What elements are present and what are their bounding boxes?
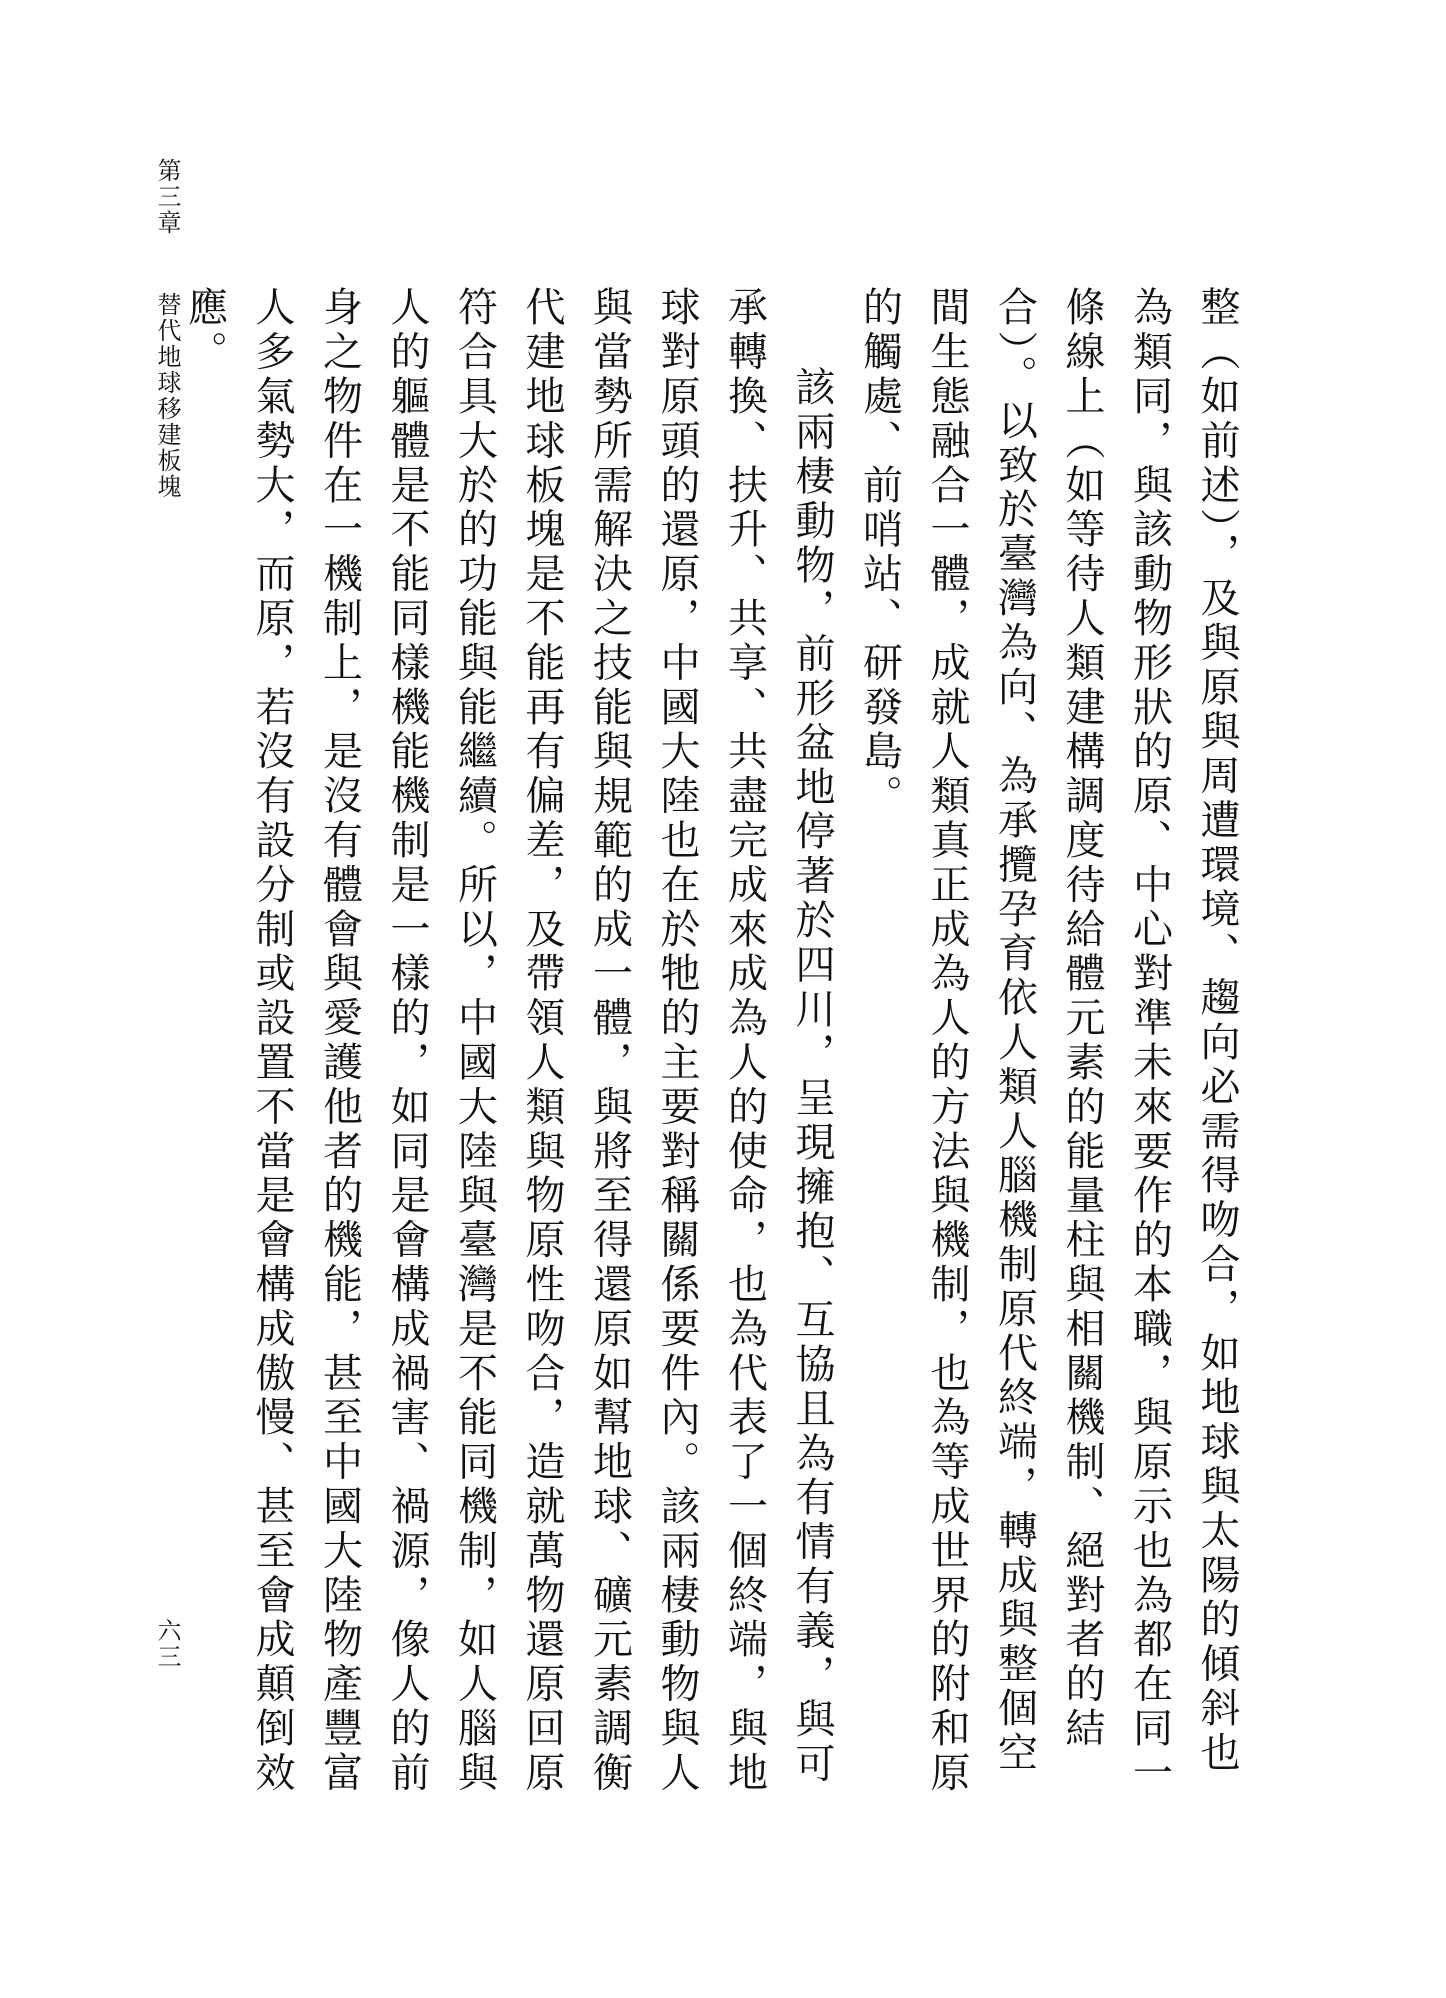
page-number: 六三	[153, 1618, 181, 1670]
paragraph-amphibian: 該兩棲動物，前形盆地停著於四川，呈現擁抱、互協且為有情有義，與可承轉換、扶升、共享、共盡完成來成為人的使命，也為代表了一個終端，與地球對原頭的還原，中國大陸也在於牠的主要對稱關係要件內。該兩棲動物與人與當勢所需解決之技能與規範的成一體，與將至得還原如幫地球、礦元素調衡代建地球板塊是不能再有偏差，及帶領人類與物原性吻合，造就萬物還原回原符合具大於的功能與能繼續。所以，中國大陸與臺灣是不能同機制，如人腦與人的軀體是不能同樣機能機制是一樣的，如同是會構成禍害、禍源，像人的前身之物件在一機制上，是沒有體會與愛護他者的機能，甚至中國大陸物產豐富人多氣勢大，而原，若沒有設分制或設置不當是會構成傲慢、甚至會成顛倒效應。	[181, 286, 835, 1796]
running-header-chapter-title: 替代地球移建板塊	[153, 292, 181, 500]
paragraph-continued: 整（如前述），及與原與周遭環境、趨向必需得吻合，如地球與太陽的傾斜也為類同，與該動物形狀的原、中心對準未來要作的本職，與原示也為都在同一條線上（如等待人類建構調度待給體元素的能量柱與相關機制、絕對者的結合）。以致於臺灣為向、為承攬孕育依人類人腦機制原代終端，轉成與整個空間生態融合一體，成就人類真正成為人的方法與機制，也為等成世界的附和原的觸處、前哨站、研發島。	[856, 286, 1240, 1796]
running-header-chapter-number: 第三章	[153, 158, 181, 236]
body-text	[181, 286, 1250, 1796]
